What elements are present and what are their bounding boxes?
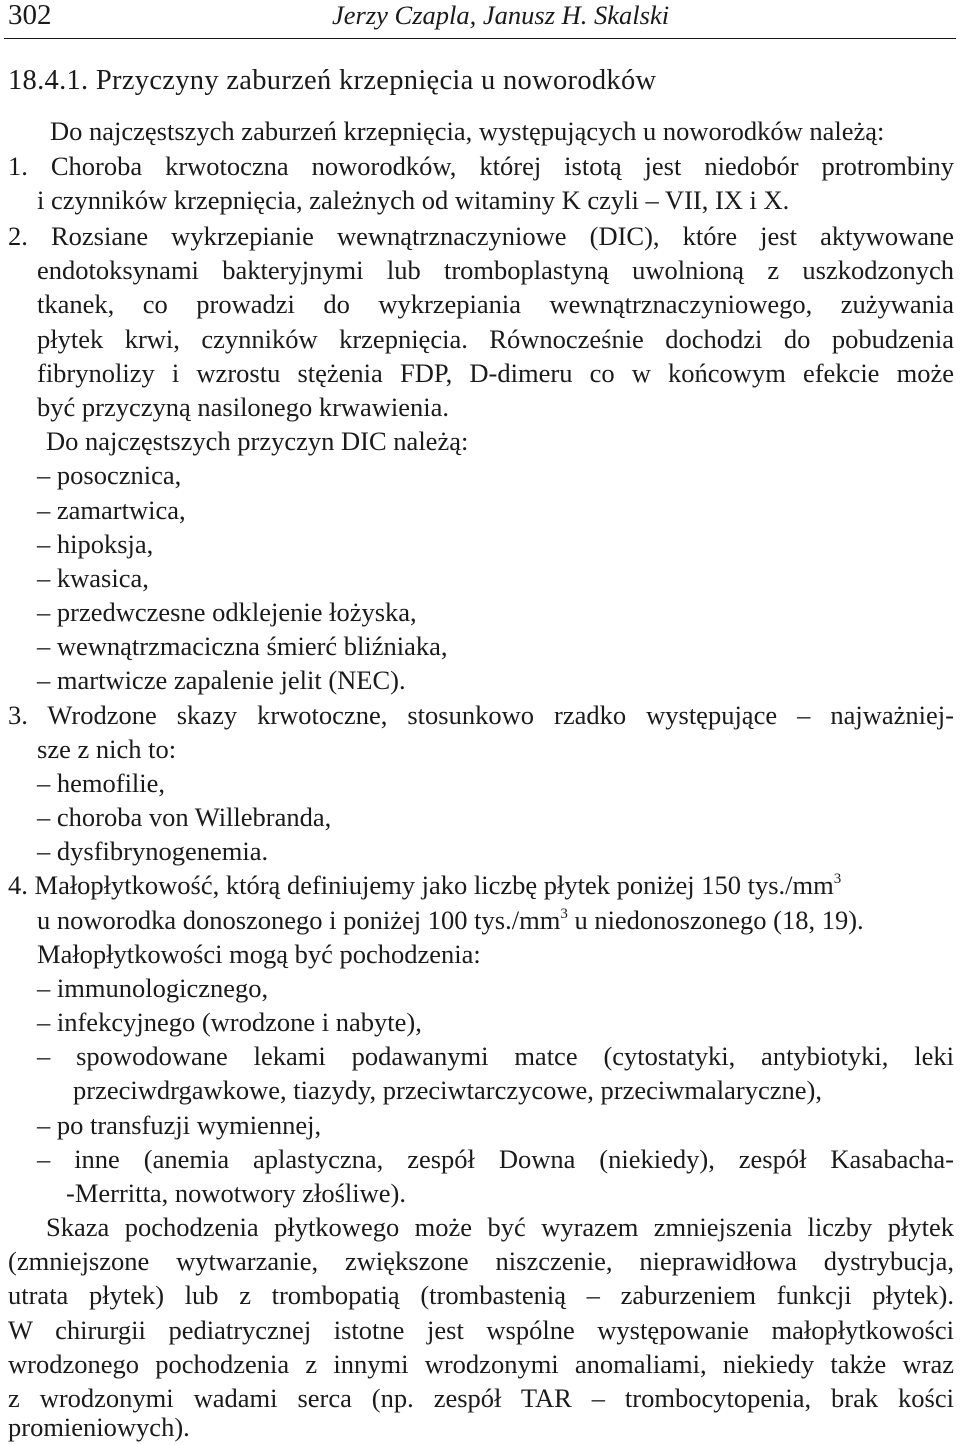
page-number: 302 bbox=[8, 0, 52, 31]
text-line bbox=[8, 868, 841, 902]
list-item: – immunologicznego, bbox=[37, 973, 269, 1003]
text-fragment: 4. Małopłytkowość, którą definiujemy jako liczbę płytek poniżej 150 tys./mm bbox=[8, 870, 834, 900]
list-item: – spowodowane lekami podawanymi matce (cytostatyki, antybiotyki, leki bbox=[37, 1041, 954, 1071]
list-item: – wewnątrzmaciczna śmierć bliźniaka, bbox=[37, 631, 448, 661]
list-item: – zamartwica, bbox=[37, 495, 186, 525]
section-heading: 18.4.1. Przyczyny zaburzeń krzepnięcia u noworodków bbox=[8, 65, 657, 96]
text-line bbox=[37, 903, 864, 937]
text-line: 3. Wrodzone skazy krwotoczne, stosunkowo rzadko występujące – najważniej- bbox=[8, 700, 954, 730]
running-head: Jerzy Czapla, Janusz H. Skalski bbox=[332, 0, 670, 30]
text-line: W chirurgii pediatrycznej istotne jest wspólne występowanie małopłytkowości bbox=[8, 1315, 954, 1345]
text-fragment: u niedonoszonego (18, 19). bbox=[574, 905, 864, 935]
text-line: z wrodzonymi wadami serca (np. zespół TAR – trombocytopenia, brak kości bbox=[8, 1383, 954, 1413]
text-fragment: u noworodka donoszonego i poniżej 100 tys./mm bbox=[37, 905, 561, 935]
text-line: Do najczęstszych przyczyn DIC należą: bbox=[46, 426, 469, 456]
superscript: 3 bbox=[833, 871, 842, 887]
list-item: – inne (anemia aplastyczna, zespół Downa (niekiedy), zespół Kasabacha- bbox=[37, 1144, 954, 1174]
text-line: utrata płytek) lub z trombopatią (trombastenią – zaburzeniem funkcji płytek). bbox=[8, 1280, 954, 1310]
text-line: tkanek, co prowadzi do wykrzepiania wewnątrznaczyniowego, zużywania bbox=[37, 289, 954, 319]
text-line: Skaza pochodzenia płytkowego może być wyrazem zmniejszenia liczby płytek bbox=[46, 1212, 954, 1242]
list-item: – choroba von Willebranda, bbox=[37, 802, 332, 832]
list-item: – martwicze zapalenie jelit (NEC). bbox=[37, 665, 406, 695]
list-item: – hipoksja, bbox=[37, 529, 154, 559]
list-item: – posocznica, bbox=[37, 460, 182, 490]
text-line: (zmniejszone wytwarzanie, zwiększone niszczenie, nieprawidłowa dystrybucja, bbox=[8, 1246, 954, 1276]
list-item: – infekcyjnego (wrodzone i nabyte), bbox=[37, 1007, 422, 1037]
text-line: 2. Rozsiane wykrzepianie wewnątrznaczyniowe (DIC), które jest aktywowane bbox=[8, 221, 954, 251]
list-item: – kwasica, bbox=[37, 563, 149, 593]
list-item-continuation: -Merritta, nowotwory złośliwe). bbox=[66, 1178, 406, 1208]
list-item: – po transfuzji wymiennej, bbox=[37, 1110, 322, 1140]
text-line: być przyczyną nasilonego krwawienia. bbox=[37, 392, 450, 422]
text-line: płytek krwi, czynników krzepnięcia. Równocześnie dochodzi do pobudzenia bbox=[37, 324, 954, 354]
list-item-continuation: przeciwdrgawkowe, tiazydy, przeciwtarczycowe, przeciwmalaryczne), bbox=[73, 1075, 822, 1105]
list-item: – dysfibrynogenemia. bbox=[37, 836, 269, 866]
header-rule bbox=[4, 38, 956, 39]
text-line: endotoksynami bakteryjnymi lub tromboplastyną uwolnioną z uszkodzonych bbox=[37, 255, 954, 285]
text-line: sze z nich to: bbox=[37, 734, 177, 764]
text-line: i czynników krzepnięcia, zależnych od witaminy K czyli – VII, IX i X. bbox=[37, 185, 790, 215]
text-line: fibrynolizy i wzrostu stężenia FDP, D-dimeru co w końcowym efekcie może bbox=[37, 358, 954, 388]
text-line: 1. Choroba krwotoczna noworodków, której istotą jest niedobór protrombiny bbox=[8, 151, 954, 181]
superscript: 3 bbox=[560, 906, 568, 922]
text-line: Do najczęstszych zaburzeń krzepnięcia, występujących u noworodków należą: bbox=[50, 116, 885, 146]
text-line: wrodzonego pochodzenia z innymi wrodzonymi anomaliami, niekiedy także wraz bbox=[8, 1349, 954, 1379]
list-item: – przedwczesne odklejenie łożyska, bbox=[37, 597, 417, 627]
text-line: promieniowych). bbox=[8, 1412, 190, 1442]
list-item: – hemofilie, bbox=[37, 768, 166, 798]
text-line: Małopłytkowości mogą być pochodzenia: bbox=[37, 939, 481, 969]
